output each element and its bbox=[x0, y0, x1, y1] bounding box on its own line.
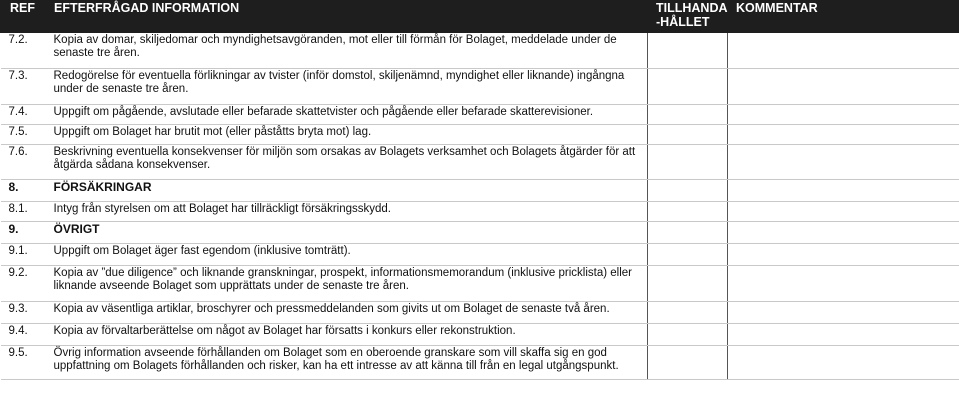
row-provided-cell[interactable] bbox=[648, 179, 728, 201]
row-ref: 9.2. bbox=[1, 265, 54, 301]
row-ref: 7.6. bbox=[1, 144, 54, 179]
row-description: Uppgift om Bolaget äger fast egendom (inklusive tomträtt). bbox=[54, 243, 648, 265]
row-provided-cell[interactable] bbox=[648, 201, 728, 221]
row-comment-cell[interactable] bbox=[728, 201, 959, 221]
table-row bbox=[1, 323, 959, 345]
section-row bbox=[1, 221, 959, 243]
row-description: Beskrivning eventuella konsekvenser för miljön som orsakas av Bolagets verksamhet och Bolagets åtgärder för att åtgärda sådana konsekvenser. bbox=[54, 144, 648, 179]
row-description: Intyg från styrelsen om att Bolaget har tillräckligt försäkringsskydd. bbox=[54, 201, 648, 221]
table-row bbox=[1, 301, 959, 323]
header-done: TILLHANDA -HÅLLET bbox=[648, 0, 728, 33]
section-title: ÖVRIGT bbox=[54, 221, 648, 243]
row-provided-cell[interactable] bbox=[648, 68, 728, 104]
row-description: Kopia av ”due diligence” och liknande granskningar, prospekt, informationsmemorandum (inklusive pricklista) eller liknande avseende Bolaget som upprättats under de senaste tre åren. bbox=[54, 265, 648, 301]
row-description: Uppgift om Bolaget har brutit mot (eller påståtts bryta mot) lag. bbox=[54, 124, 648, 144]
row-comment-cell[interactable] bbox=[728, 144, 959, 179]
table-row bbox=[1, 201, 959, 221]
table-row bbox=[1, 265, 959, 301]
row-ref: 8. bbox=[1, 179, 54, 201]
row-provided-cell[interactable] bbox=[648, 243, 728, 265]
row-ref: 7.5. bbox=[1, 124, 54, 144]
table-body bbox=[1, 33, 959, 379]
row-ref: 9.3. bbox=[1, 301, 54, 323]
row-comment-cell[interactable] bbox=[728, 68, 959, 104]
row-comment-cell[interactable] bbox=[728, 33, 959, 68]
section-row bbox=[1, 179, 959, 201]
row-ref: 9. bbox=[1, 221, 54, 243]
table-header-row bbox=[1, 0, 959, 33]
row-description: Övrig information avseende förhållanden om Bolaget som en oberoende granskare som vill skaffa sig en god uppfattning om Bolagets förhållanden och risker, kan ha ett intresse av att känna till från en legal utgångspunkt. bbox=[54, 345, 648, 379]
row-description: Kopia av domar, skiljedomar och myndighetsavgöranden, mot eller till förmån för Bolaget, meddelade under de senaste tre åren. bbox=[54, 33, 648, 68]
row-ref: 9.5. bbox=[1, 345, 54, 379]
row-ref: 7.3. bbox=[1, 68, 54, 104]
row-comment-cell[interactable] bbox=[728, 301, 959, 323]
row-ref: 8.1. bbox=[1, 201, 54, 221]
row-comment-cell[interactable] bbox=[728, 221, 959, 243]
table-row bbox=[1, 68, 959, 104]
table-row bbox=[1, 345, 959, 379]
row-description: Redogörelse för eventuella förlikningar av tvister (inför domstol, skiljenämnd, myndighet eller liknande) ingångna under de senaste tre åren. bbox=[54, 68, 648, 104]
row-description: Kopia av väsentliga artiklar, broschyrer och pressmeddelanden som givits ut om Bolaget de senaste två åren. bbox=[54, 301, 648, 323]
row-description: Uppgift om pågående, avslutade eller befarade skattetvister och pågående eller befarade skatterevisioner. bbox=[54, 104, 648, 124]
row-comment-cell[interactable] bbox=[728, 323, 959, 345]
row-ref: 7.2. bbox=[1, 33, 54, 68]
row-provided-cell[interactable] bbox=[648, 144, 728, 179]
header-info: EFTERFRÅGAD INFORMATION bbox=[54, 0, 648, 33]
row-comment-cell[interactable] bbox=[728, 265, 959, 301]
row-provided-cell[interactable] bbox=[648, 345, 728, 379]
section-title: FÖRSÄKRINGAR bbox=[54, 179, 648, 201]
row-provided-cell[interactable] bbox=[648, 104, 728, 124]
row-ref: 9.4. bbox=[1, 323, 54, 345]
row-ref: 9.1. bbox=[1, 243, 54, 265]
row-comment-cell[interactable] bbox=[728, 104, 959, 124]
row-comment-cell[interactable] bbox=[728, 243, 959, 265]
row-ref: 7.4. bbox=[1, 104, 54, 124]
table-row bbox=[1, 124, 959, 144]
row-description: Kopia av förvaltarberättelse om något av Bolaget har försatts i konkurs eller rekonstruktion. bbox=[54, 323, 648, 345]
header-comment: KOMMENTAR bbox=[728, 0, 959, 33]
row-comment-cell[interactable] bbox=[728, 124, 959, 144]
table-row bbox=[1, 144, 959, 179]
table-row bbox=[1, 243, 959, 265]
table-row bbox=[1, 104, 959, 124]
row-provided-cell[interactable] bbox=[648, 301, 728, 323]
row-provided-cell[interactable] bbox=[648, 265, 728, 301]
row-comment-cell[interactable] bbox=[728, 179, 959, 201]
row-comment-cell[interactable] bbox=[728, 345, 959, 379]
row-provided-cell[interactable] bbox=[648, 323, 728, 345]
row-provided-cell[interactable] bbox=[648, 33, 728, 68]
table-row bbox=[1, 33, 959, 68]
row-provided-cell[interactable] bbox=[648, 221, 728, 243]
row-provided-cell[interactable] bbox=[648, 124, 728, 144]
header-ref: REF bbox=[1, 0, 54, 33]
